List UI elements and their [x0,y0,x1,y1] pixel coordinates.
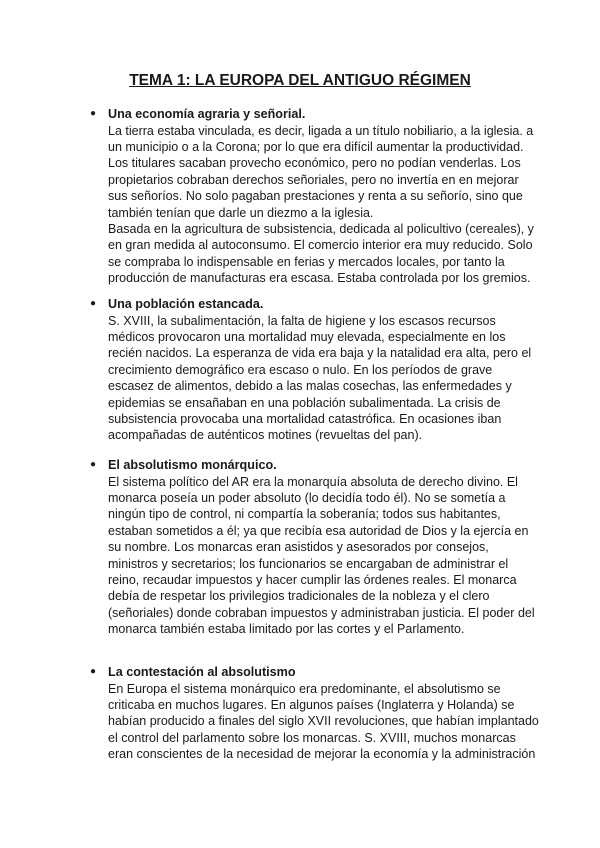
section-poblacion [90,296,530,444]
section-contestacion [90,664,539,763]
text-line: también tenían que darle un diezmo a la iglesia. [108,205,374,220]
section-body [90,474,535,638]
text-line: un municipio o a la Corona; por lo que era difícil aumentar la productividad. [108,139,524,154]
paragraph [108,313,530,444]
section-heading [90,106,530,123]
text-line: habían producido a finales del siglo XVII revoluciones, que habían implantado [108,714,539,729]
text-line: Los titulares sacaban provecho económico, pero no podían venderlas. Los [108,156,521,171]
bullet-icon: ● [90,298,97,309]
text-line: monarca también estaba limitado por las cortes y el Parlamento. [108,622,465,637]
text-line: producción de manufacturas era escasa. Estaba controlada por los gremios. [108,271,531,286]
text-line: ministros y secretarios; los funcionarios se encargaban de administrar el [108,556,509,571]
section-body [90,313,530,444]
section-heading-text: Una población estancada. [108,297,264,311]
text-line: debía de respetar los privilegios tradicionales de la nobleza y el clero [108,589,490,604]
section-heading-text: La contestación al absolutismo [108,665,296,679]
text-line: Basada en la agricultura de subsistencia, dedicada al policultivo (cereales), y [108,221,534,236]
paragraph [108,123,534,221]
section-heading [90,457,530,474]
section-heading-text: Una economía agraria y señorial. [108,107,306,121]
text-line: sus señoríos. No solo pagaban prestaciones y renta a su señorío, sino que [108,189,523,204]
text-line: epidemias se ensañaban en una población subalimentada. La crisis de [108,395,501,410]
text-line: La tierra estaba vinculada, es decir, ligada a un título nobiliario, a la iglesia. a [108,123,534,138]
text-line: eran conscientes de la necesidad de mejorar la economía y la administración [108,747,536,762]
bullet-icon: ● [90,108,97,119]
page-title: TEMA 1: LA EUROPA DEL ANTIGUO RÉGIMEN [129,72,471,89]
text-line: En Europa el sistema monárquico era predominante, el absolutismo se [108,681,501,696]
text-line: subsistencia provocaba una mortalidad catastrófica. En ocasiones iban [108,411,502,426]
text-line: propietarios cobraban derechos señoriales, pero no invertía en en mejorar [108,172,519,187]
text-line: recién nacidos. La esperanza de vida era baja y la natalidad era alta, pero el [108,346,532,361]
section-heading [90,664,530,681]
bullet-icon: ● [90,666,97,677]
text-line: ningún tipo de control, ni compartía la soberanía; todos sus habitantes, [108,507,501,522]
text-line: se compraba lo indispensable en ferias y mercados locales, por tanto la [108,254,505,269]
text-line: acompañadas de auténticos motines (revueltas del pan). [108,428,423,443]
section-heading-text: El absolutismo monárquico. [108,458,277,472]
text-line: médicos provocaron una mortalidad muy elevada, especialmente en los [108,329,506,344]
paragraph [108,681,539,763]
text-line: estaban sometidos a él; ya que recibía esa autoridad de Dios y la ejercía en [108,523,529,538]
text-line: monarca poseía un poder absoluto (lo decidía todo él). No se sometía a [108,490,506,505]
bullet-icon: ● [90,459,97,470]
text-line: su nombre. Los monarcas eran asistidos y asesorados por consejos, [108,540,489,555]
section-economia [90,106,534,287]
section-heading [90,296,530,313]
paragraph [108,474,535,638]
section-body [90,123,534,287]
text-line: crecimiento demográfico era escaso o nulo. En los períodos de grave [108,362,493,377]
section-absolutismo [90,457,535,638]
text-line: escasez de alimentos, debido a las malas cosechas, las enfermedades y [108,379,512,394]
text-line: reino, recaudar impuestos y hacer cumplir las órdenes reales. El monarca [108,572,517,587]
text-line: (señoriales) donde cobraban impuestos y administraban justicia. El poder del [108,605,535,620]
text-line: El sistema político del AR era la monarquía absoluta de derecho divino. El [108,474,518,489]
paragraph [108,221,534,287]
text-line: S. XVIII, la subalimentación, la falta de higiene y los escasos recursos [108,313,496,328]
text-line: el control del parlamento sobre los monarcas. S. XVIII, muchos monarcas [108,730,516,745]
text-line: criticaba en muchos lugares. En algunos países (Inglaterra y Holanda) se [108,697,515,712]
section-body [90,681,539,763]
text-line: en gran medida al autoconsumo. El comercio interior era muy reducido. Solo [108,238,533,253]
